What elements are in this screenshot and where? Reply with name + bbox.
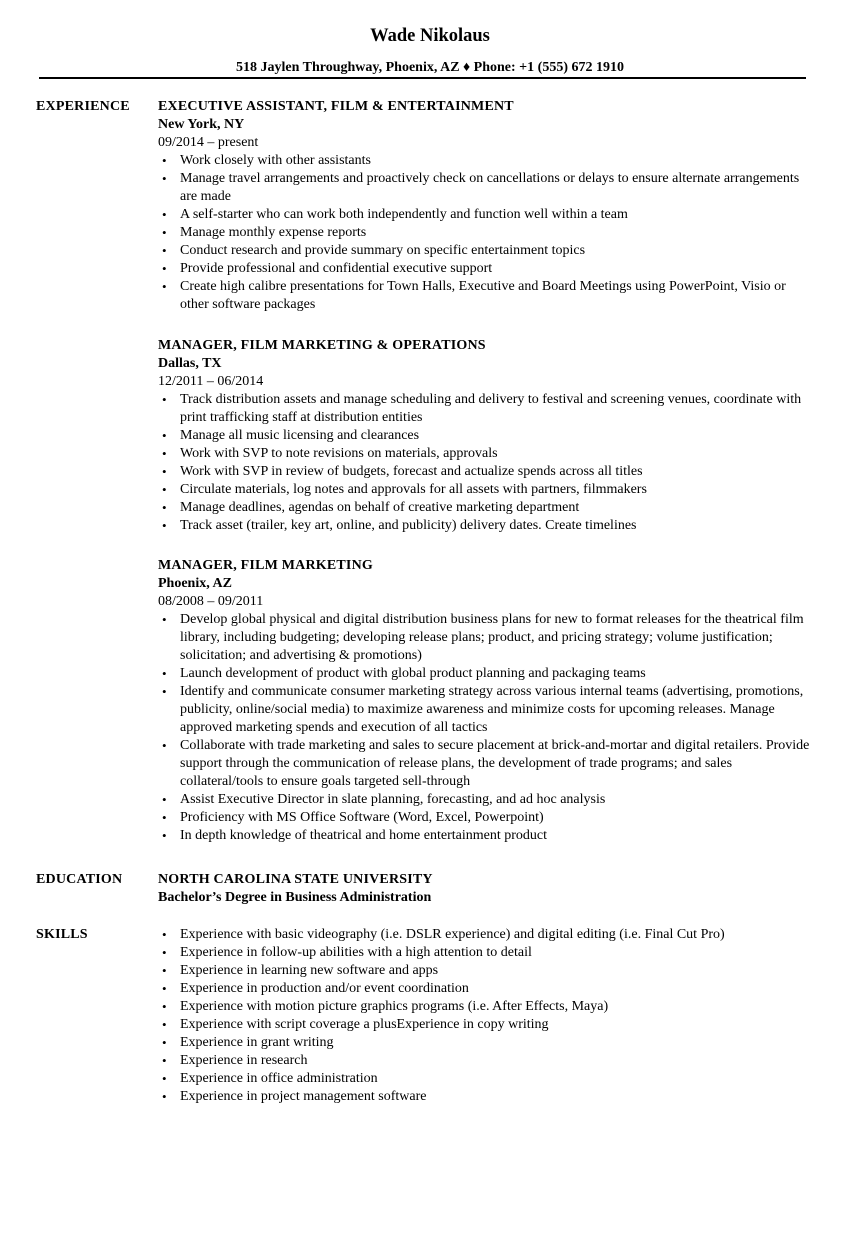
bullet-item: • Provide professional and confidential executive support [158,260,818,278]
degree: Bachelor’s Degree in Business Administration [158,890,432,905]
skills-list-container [158,926,818,1106]
bullet-item: • Assist Executive Director in slate planning, forecasting, and ad hoc analysis [158,791,818,809]
job-entry [158,557,818,845]
job-bullets [158,152,818,314]
job-location: Dallas, TX [158,356,222,371]
bullet-item: • Manage all music licensing and clearances [158,427,818,445]
job-bullets [158,611,818,845]
job-title: EXECUTIVE ASSISTANT, FILM & ENTERTAINMENT [158,99,514,114]
skill-item: • Experience in learning new software and apps [158,962,818,980]
education-entry [158,871,818,907]
resume-header [0,24,860,77]
job-bullets [158,391,818,535]
candidate-name: Wade Nikolaus [370,26,490,46]
bullet-item: • Work with SVP in review of budgets, forecast and actualize spends across all titles [158,463,818,481]
job-location: New York, NY [158,117,245,132]
skill-item: • Experience in project management software [158,1088,818,1106]
bullet-item: • Collaborate with trade marketing and sales to secure placement at brick-and-mortar and digital retailers. Provide support through the communication of release plans, the development of trade programs; and sales collateral/tools to ensure goals targeted sell-through [158,737,818,791]
bullet-item: • Conduct research and provide summary on specific entertainment topics [158,242,818,260]
job-entry [158,98,818,314]
job-title: MANAGER, FILM MARKETING [158,558,373,573]
education-section-label: EDUCATION [36,872,123,887]
header-divider [39,77,806,79]
skill-item: • Experience with script coverage a plusExperience in copy writing [158,1016,818,1034]
bullet-item: • Track asset (trailer, key art, online, and publicity) delivery dates. Create timelines [158,517,818,535]
skills-section-label: SKILLS [36,927,88,942]
skill-item: • Experience in grant writing [158,1034,818,1052]
job-location: Phoenix, AZ [158,576,232,591]
school-name: NORTH CAROLINA STATE UNIVERSITY [158,872,433,887]
job-dates: 09/2014 – present [158,135,259,150]
bullet-item: • Proficiency with MS Office Software (Word, Excel, Powerpoint) [158,809,818,827]
bullet-item: • Circulate materials, log notes and approvals for all assets with partners, filmmakers [158,481,818,499]
job-dates: 12/2011 – 06/2014 [158,374,264,389]
skill-item: • Experience with motion picture graphics programs (i.e. After Effects, Maya) [158,998,818,1016]
bullet-item: • Work with SVP to note revisions on materials, approvals [158,445,818,463]
bullet-item: • Launch development of product with global product planning and packaging teams [158,665,818,683]
bullet-item: • Create high calibre presentations for Town Halls, Executive and Board Meetings using PowerPoint, Visio or other software packages [158,278,818,314]
bullet-item: • Manage monthly expense reports [158,224,818,242]
bullet-item: • In depth knowledge of theatrical and home entertainment product [158,827,818,845]
experience-section-label: EXPERIENCE [36,99,130,114]
job-dates: 08/2008 – 09/2011 [158,594,264,609]
skill-item: • Experience in office administration [158,1070,818,1088]
bullet-item: • Manage deadlines, agendas on behalf of creative marketing department [158,499,818,517]
job-title: MANAGER, FILM MARKETING & OPERATIONS [158,338,486,353]
bullet-item: • Develop global physical and digital distribution business plans for new to format releases for the theatrical film library, including budgeting; developing release plans; product, and pricing strategy; volume justification; solicitation; and advertising & promotions) [158,611,818,665]
contact-line: 518 Jaylen Throughway, Phoenix, AZ ♦ Phone: +1 (555) 672 1910 [236,60,624,75]
skill-item: • Experience in research [158,1052,818,1070]
job-entry [158,337,818,535]
skills-list [158,926,818,1106]
skill-item: • Experience in production and/or event coordination [158,980,818,998]
bullet-item: • Manage travel arrangements and proactively check on cancellations or delays to ensure alternate arrangements are made [158,170,818,206]
skill-item: • Experience with basic videography (i.e. DSLR experience) and digital editing (i.e. Final Cut Pro) [158,926,818,944]
bullet-item: • A self-starter who can work both independently and function well within a team [158,206,818,224]
bullet-item: • Work closely with other assistants [158,152,818,170]
skill-item: • Experience in follow-up abilities with a high attention to detail [158,944,818,962]
bullet-item: • Track distribution assets and manage scheduling and delivery to festival and screening venues, coordinate with print trafficking staff at distribution entities [158,391,818,427]
bullet-item: • Identify and communicate consumer marketing strategy across various internal teams (advertising, promotions, publicity, online/social media) to maximize awareness and minimize costs for upcoming releases. Manage approved marketing spends and execution of all tactics [158,683,818,737]
